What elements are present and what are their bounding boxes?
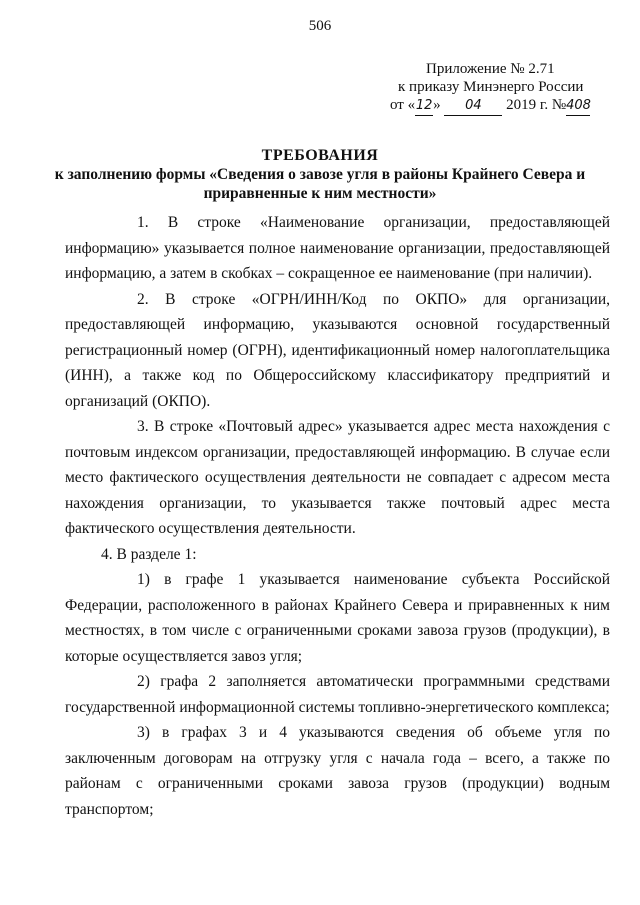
date-month: 04 <box>444 97 502 116</box>
section-heading <box>65 542 610 568</box>
paragraph-number: 3. <box>137 418 149 435</box>
appendix-header <box>390 60 620 116</box>
subitem-3 <box>65 720 610 822</box>
paragraph-number: 2. <box>137 290 149 308</box>
paragraph-text: В строке «Почтовый адрес» указывается адрес места нахождения с почтовым индексом организации, предоставляющей информацию. В случае если место фактического осуществления деятельности не совпадает с адресом места нахождения организации, то указывается также почтовый адрес места фактического осуществления деятельности. <box>65 418 611 537</box>
subitem-number: 2) <box>137 673 150 690</box>
appendix-title: Приложение № 2.71 <box>426 61 555 77</box>
subitem-text: графа 2 заполняется автоматически программными средствами государственной информационной системы топливно-энергетического комплекса; <box>65 673 610 716</box>
title-main: ТРЕБОВАНИЯ <box>261 147 379 164</box>
document-body <box>65 210 610 822</box>
subitem-2 <box>65 669 610 720</box>
page-number: 506 <box>308 18 332 34</box>
order-number: 408 <box>566 97 590 116</box>
date-year: 2019 г. № <box>506 97 567 113</box>
date-prefix: от « <box>390 97 416 113</box>
paragraph-text: В строке «ОГРН/ИНН/Код по ОКПО» для организации, предоставляющей информацию, указываются основной государственный регистрационный номер (ОГРН), идентификационный номер налогоплательщика (ИНН), а также код по Общероссийскому классификатору предприятий и организаций (ОКПО). <box>65 290 610 410</box>
appendix-date-line <box>390 96 620 116</box>
document-title <box>40 146 600 203</box>
date-day: 12 <box>415 97 433 116</box>
paragraph-number: 1. <box>137 214 149 231</box>
subitem-number: 3) <box>137 724 150 741</box>
subitem-text: в графах 3 и 4 указываются сведения об объеме угля по заключенным договорам на отгрузку угля с начала года – всего, а также по районам с ограниченными сроками завоза грузов (продукции) водным транспортом; <box>65 724 611 818</box>
paragraph-text: В строке «Наименование организации, предоставляющей информацию» указывается полное наименование организации, предоставляющей информацию, а затем в скобках – сокращенное ее наименование (при наличии). <box>65 214 611 282</box>
paragraph-1 <box>65 210 610 287</box>
title-subtitle: к заполнению формы «Сведения о завозе угля в районы Крайнего Севера и приравненные к ним местности» <box>54 166 586 202</box>
paragraph-text: 4. В разделе 1: <box>101 545 197 563</box>
subitem-1 <box>65 567 610 669</box>
subitem-number: 1) <box>137 571 150 588</box>
appendix-order-ref: к приказу Минэнерго России <box>398 79 584 95</box>
paragraph-3 <box>65 414 610 542</box>
paragraph-2 <box>65 287 610 415</box>
subitem-text: в графе 1 указывается наименование субъекта Российской Федерации, расположенного в районах Крайнего Севера и приравненных к ним местностях, в том числе с ограниченными сроками завоза грузов (продукции), в которые осуществляется завоз угля; <box>65 571 611 665</box>
date-mid: » <box>433 97 441 113</box>
